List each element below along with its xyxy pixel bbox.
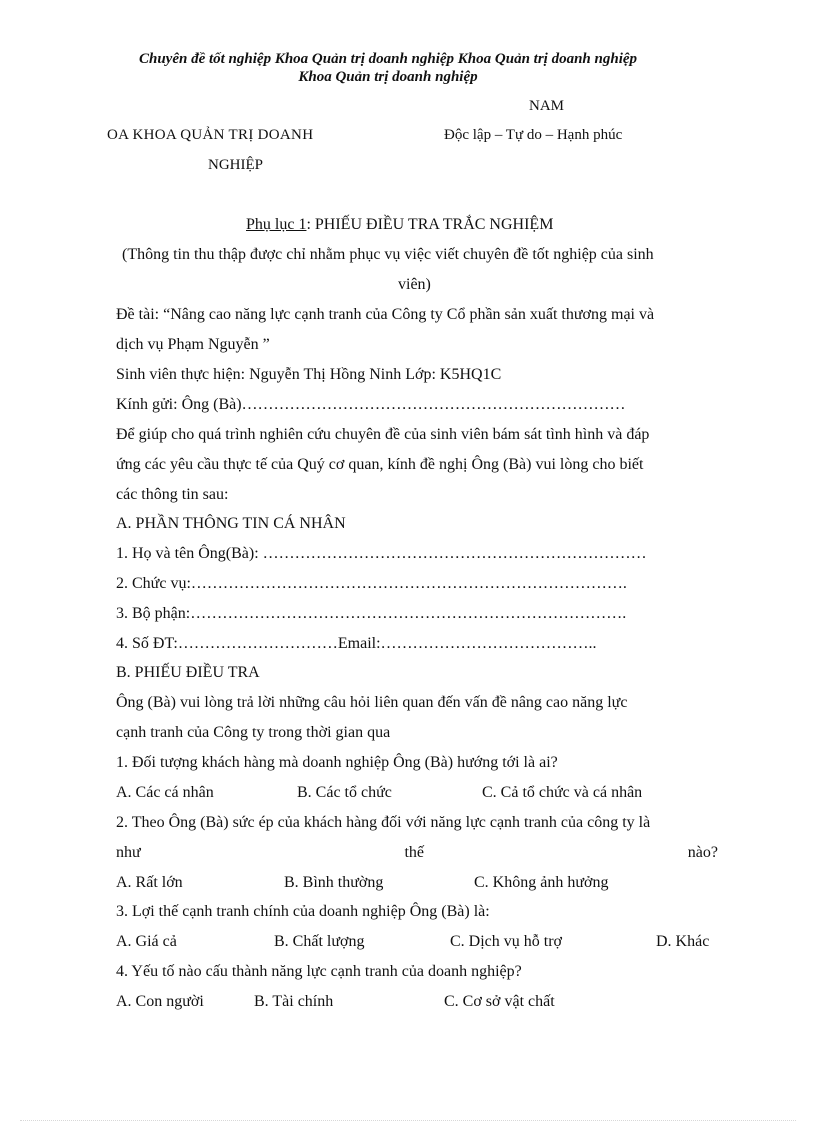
q3-option-d: D. Khác — [656, 933, 710, 950]
document-title — [246, 215, 553, 235]
section-a-heading: A. PHẦN THÔNG TIN CÁ NHÂN — [116, 515, 346, 532]
q2-option-a: A. Rất lớn — [116, 874, 183, 891]
letterhead-org-line2: NGHIỆP — [208, 157, 263, 173]
page-bottom-edge — [20, 1120, 796, 1121]
field-department: 3. Bộ phận:………………………………………………………………………. — [116, 605, 627, 622]
topic-line2: dịch vụ Phạm Nguyễn ” — [116, 336, 270, 353]
recipient-line: Kính gửi: Ông (Bà)……………………………………………………………… — [116, 396, 626, 413]
running-header-line1: Chuyên đề tốt nghiệp Khoa Quản trị doanh nghiệp Khoa Quản trị doanh nghiệp — [138, 51, 638, 67]
letterhead-motto: Độc lập – Tự do – Hạnh phúc — [444, 127, 623, 143]
request-line2: ứng các yêu cầu thực tế của Quý cơ quan, kính đề nghị Ông (Bà) vui lòng cho biết — [116, 456, 644, 473]
title-prefix: Phụ lục 1 — [246, 216, 307, 233]
field-phone-email: 4. Số ĐT:…………………………Email:………………………………….. — [116, 635, 597, 652]
letterhead-nam: NAM — [529, 98, 565, 114]
title-rest: : PHIẾU ĐIỀU TRA TRẮC NGHIỆM — [306, 216, 554, 233]
q2-word-1: như — [116, 844, 141, 861]
title-note-line1: (Thông tin thu thập được chỉ nhằm phục vụ việc viết chuyên đề tốt nghiệp của sinh — [122, 246, 654, 263]
question-2-line2 — [116, 843, 718, 863]
title-note-line2: viên) — [398, 276, 431, 293]
request-line3: các thông tin sau: — [116, 486, 229, 503]
q4-option-a: A. Con người — [116, 993, 204, 1010]
q3-option-c: C. Dịch vụ hỗ trợ — [450, 933, 563, 950]
q4-option-c: C. Cơ sở vật chất — [444, 993, 555, 1010]
running-header-line2: Khoa Quản trị doanh nghiệp — [298, 69, 478, 85]
question-3: 3. Lợi thế cạnh tranh chính của doanh nghiệp Ông (Bà) là: — [116, 903, 490, 920]
q2-option-c: C. Không ảnh hưởng — [474, 874, 609, 891]
question-2-line1: 2. Theo Ông (Bà) sức ép của khách hàng đối với năng lực cạnh tranh của công ty là — [116, 814, 651, 831]
topic-line1: Đề tài: “Nâng cao năng lực cạnh tranh của Công ty Cổ phần sản xuất thương mại và — [116, 306, 655, 323]
section-b-heading: B. PHIẾU ĐIỀU TRA — [116, 664, 260, 681]
q1-option-c: C. Cả tổ chức và cá nhân — [482, 784, 643, 801]
q3-option-a: A. Giá cả — [116, 933, 177, 950]
q2-option-b: B. Bình thường — [284, 874, 384, 891]
student-line: Sinh viên thực hiện: Nguyễn Thị Hồng Ninh Lớp: K5HQ1C — [116, 366, 502, 383]
section-b-intro-line1: Ông (Bà) vui lòng trả lời những câu hỏi liên quan đến vấn đề nâng cao năng lực — [116, 694, 628, 711]
q3-option-b: B. Chất lượng — [274, 933, 365, 950]
question-1: 1. Đối tượng khách hàng mà doanh nghiệp Ông (Bà) hướng tới là ai? — [116, 754, 558, 771]
section-b-intro-line2: cạnh tranh của Công ty trong thời gian qua — [116, 724, 391, 741]
q2-word-2: thế — [404, 844, 424, 861]
field-position: 2. Chức vụ:………………………………………………………………………. — [116, 575, 627, 592]
request-line1: Để giúp cho quá trình nghiên cứu chuyên đề của sinh viên bám sát tình hình và đáp — [116, 426, 650, 443]
q1-option-b: B. Các tổ chức — [297, 784, 392, 801]
question-4: 4. Yếu tố nào cấu thành năng lực cạnh tranh của doanh nghiệp? — [116, 963, 522, 980]
q1-option-a: A. Các cá nhân — [116, 784, 214, 801]
letterhead-org-line1: OA KHOA QUẢN TRỊ DOANH — [107, 127, 314, 143]
q4-option-b: B. Tài chính — [254, 993, 334, 1010]
field-full-name: 1. Họ và tên Ông(Bà): ……………………………………………………………… — [116, 545, 647, 562]
q2-word-3: nào? — [687, 844, 718, 861]
